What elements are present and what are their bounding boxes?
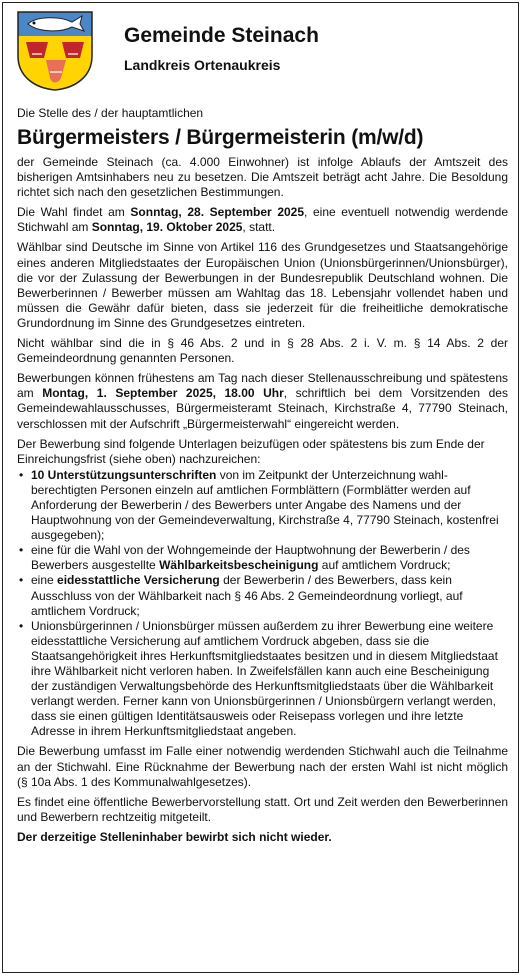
requirements-list bbox=[17, 468, 508, 740]
closing-statement: Der derzeitige Stelleninhaber bewirbt sich nicht wieder. bbox=[17, 829, 332, 844]
municipality-name: Gemeinde Steinach bbox=[124, 24, 319, 47]
emphasis: Wählbarkeitsbescheinigung bbox=[159, 558, 319, 573]
text-span: eine bbox=[31, 573, 58, 588]
bullet-icon: • bbox=[19, 618, 24, 633]
coat-of-arms-icon bbox=[16, 10, 94, 92]
text-span: von im Zeitpunkt der Unterzeichnung wahlberechtigten Personen einzeln auf amtlichen Formblättern (Formblätter werden auf Anforderung der Bewerberin / des Bewerbers unter Angabe des Namens und der Hauptwohnung von der Gemeindeverwaltung, Kirchstraße 4, 77790 Steinach, kostenfrei ausgegeben); bbox=[31, 467, 499, 543]
text-span: Unionsbürgerinnen / Unionsbürger müssen außerdem zu ihrer Bewerbung eine weitere eidesstattliche Versicherung auf amtlichem Vordruck abgeben, dass sie die Staatsangehörigkeit ihres Herkunftsmitgliedstaates besitzen und in diesem Mitgliedstaat ihre Wählbarkeit nicht verloren haben. In Zweifelsfällen kann auch eine Bescheinigung der zuständigen Verwaltungsbehörde des Herkunftsmitgliedstaats über die Wählbarkeit verlangt werden. Ferner kann von Unionsbürgerinnen / Unionsbürgern verlangt werden, dass sie einen gültigen Identitätsausweis oder Reisepass vorlegen und ihre letzte Adresse in ihrem Herkunftsmitgliedstaat angeben. bbox=[31, 618, 498, 739]
paragraph-election-dates bbox=[17, 205, 508, 235]
text-span: Bewerbungen können frühestens am Tag nach dieser Stellenausschreibung und spätestens am bbox=[17, 371, 508, 401]
announcement-body bbox=[17, 106, 508, 845]
paragraph-presentation: Es findet eine öffentliche Bewerbervorstellung statt. Ort und Zeit werden den Bewerberinnen und Bewerbern rechtzeitig mitgeteilt. bbox=[17, 794, 508, 824]
paragraph-application-deadline bbox=[17, 371, 508, 431]
text-span: eine für die Wahl von der Wohngemeinde der Hauptwohnung der Bewerberin / des Bewerbers ausgestellte bbox=[31, 543, 470, 573]
runoff-date: Sonntag, 19. Oktober 2025 bbox=[91, 220, 243, 235]
list-item bbox=[17, 573, 508, 618]
bullet-icon: • bbox=[19, 543, 24, 558]
text-span: , eine eventuell notwendig werdende Stichwahl am bbox=[17, 205, 508, 235]
paragraph-eligibility: Wählbar sind Deutsche im Sinne von Artikel 116 des Grundgesetzes und Staatsangehörige eines anderen Mitgliedstaates der Europäischen Union (Unionsbürgerinnen/Unionsbürger), die vor der Zulassung der Bewerbungen in der Bundesrepublik Deutschland wohnen. Die Bewerberinnen / Bewerber müssen am Wahltag das 18. Lebensjahr vollendet haben und müssen die Gewähr dafür bieten, dass sie jederzeit für die freiheitliche demokratische Grundordnung im Sinne des Grundgesetzes eintreten. bbox=[17, 240, 508, 330]
intro-line: Die Stelle des / der hauptamtlichen bbox=[17, 106, 204, 120]
text-span: Die Wahl findet am bbox=[17, 205, 131, 220]
paragraph-ineligibility: Nicht wählbar sind die in § 46 Abs. 2 und in § 28 Abs. 2 i. V. m. § 14 Abs. 2 der Gemeindeordnung genannten Personen. bbox=[17, 336, 508, 366]
text-span: auf amtlichem Vordruck; bbox=[318, 558, 451, 573]
election-date: Sonntag, 28. September 2025 bbox=[130, 205, 305, 220]
list-item bbox=[17, 619, 508, 740]
paragraph-vacancy: der Gemeinde Steinach (ca. 4.000 Einwohner) ist infolge Ablaufs der Amtszeit des bisherigen Amtsinhabers neu zu besetzen. Die Amtszeit beträgt acht Jahre. Die Besoldung richtet sich nach den gesetzlichen Bestimmungen. bbox=[17, 155, 508, 200]
list-item bbox=[17, 543, 508, 573]
emphasis: eidesstattliche Versicherung bbox=[57, 573, 220, 588]
paragraph-documents-intro: Der Bewerbung sind folgende Unterlagen beizufügen oder spätestens bis zum Ende der Einreichungsfrist (siehe oben) nachzureichen: bbox=[17, 436, 485, 466]
job-title: Bürgermeisters / Bürgermeisterin (m/w/d) bbox=[17, 126, 424, 149]
paragraph-runoff: Die Bewerbung umfasst im Falle einer notwendig werdenden Stichwahl auch die Teilnahme an der Stichwahl. Eine Rücknahme der Bewerbung nach der ersten Wahl ist nicht möglich (§ 10a Abs. 1 des Kommunalwahlgesetzes). bbox=[17, 744, 508, 789]
text-span: , statt. bbox=[242, 220, 276, 235]
deadline: Montag, 1. September 2025, 18.00 Uhr bbox=[42, 386, 284, 401]
text-span: , schriftlich bei dem Vorsitzenden des Gemeindewahlausschusses, Bürgermeisteramt Steinach, Kirchstraße 4, 77790 Steinach, verschlossen mit der Aufschrift „Bürgermeisterwahl“ eingereicht werden. bbox=[17, 386, 508, 431]
bullet-icon: • bbox=[19, 467, 24, 482]
text-span: der Bewerberin / des Bewerbers, dass kein Ausschluss von der Wählbarkeit nach § 46 Abs. 2 Gemeindeordnung vorliegt, auf amtlichem Vordruck; bbox=[31, 573, 463, 618]
emphasis: 10 Unterstützungsunterschriften bbox=[31, 467, 217, 482]
list-item bbox=[17, 468, 508, 543]
bullet-icon: • bbox=[19, 573, 24, 588]
district-name: Landkreis Ortenaukreis bbox=[124, 57, 281, 73]
